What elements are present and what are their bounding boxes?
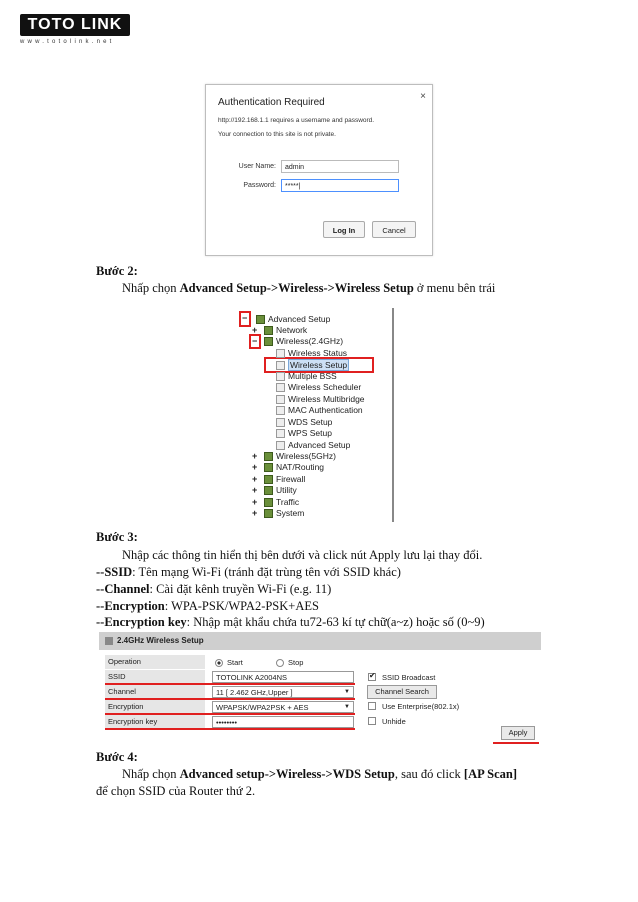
radio-selected-icon	[215, 659, 223, 667]
start-radio[interactable]	[215, 658, 243, 667]
ssid-desc: : Tên mạng Wi-Fi (tránh đặt trùng tên với SSID khác)	[132, 565, 401, 579]
ssid-term: --SSID	[96, 565, 133, 579]
enckey-input[interactable]: ••••••••	[212, 716, 354, 728]
auth-message-url: http://192.168.1.1 requires a username and password.	[218, 117, 375, 124]
tree-item-multiple-bss[interactable]	[276, 371, 337, 382]
operation-label: Operation	[105, 655, 205, 669]
tree-item-label: Wireless(2.4GHz)	[276, 336, 344, 346]
logo-brand: TOTO LINK	[20, 14, 130, 36]
auth-dialog	[205, 84, 433, 256]
step3-encryption-line	[96, 599, 319, 614]
tree-item-label: Utility	[276, 485, 297, 495]
encryption-term: --Encryption	[96, 599, 165, 613]
apply-button[interactable]: Apply	[501, 726, 535, 740]
panel-icon	[105, 637, 113, 645]
channel-term: --Channel	[96, 582, 150, 596]
page-icon	[276, 383, 285, 392]
lock-icon	[264, 475, 273, 484]
tree-item-label: Wireless Status	[288, 348, 348, 358]
page-icon	[276, 418, 285, 427]
step4-ap-scan: [AP Scan]	[463, 767, 518, 781]
ssid-broadcast-checkbox[interactable]: ✔	[369, 671, 376, 680]
use-enterprise-label: Use Enterprise(802.1x)	[382, 702, 460, 711]
folder-icon	[264, 498, 273, 507]
password-field[interactable]: *****|	[281, 179, 399, 192]
channel-desc: : Cài đặt kênh truyền Wi-Fi (e.g. 11)	[149, 582, 332, 596]
tree-item-label: Wireless(5GHz)	[276, 451, 336, 461]
nat-icon	[264, 463, 273, 472]
step2-title: Bước 2:	[96, 264, 138, 278]
step4-mid: , sau đó click	[394, 767, 464, 781]
enckey-label: Encryption key	[105, 715, 205, 729]
tree-item-label: NAT/Routing	[276, 462, 325, 472]
password-label: Password:	[243, 182, 276, 189]
tree-item-wps-setup[interactable]	[276, 428, 332, 439]
channel-label: Channel	[105, 685, 205, 699]
step3-channel-line	[96, 582, 331, 597]
tree-item-label: Network	[276, 325, 308, 335]
step3-ssid-line	[96, 565, 401, 580]
enckey-underline	[105, 728, 355, 730]
tree-item-advanced-setup[interactable]	[276, 440, 350, 451]
stop-radio[interactable]	[276, 658, 303, 667]
unhide-label: Unhide	[382, 717, 406, 726]
page-icon	[276, 441, 285, 450]
step3-enckey-line	[96, 615, 485, 630]
step4-title: Bước 4:	[96, 750, 138, 764]
wireless-icon	[264, 452, 273, 461]
start-label: Start	[227, 658, 243, 667]
step4-line2: để chọn SSID của Router thứ 2.	[96, 784, 256, 798]
auth-message-private: Your connection to this site is not private.	[218, 131, 336, 138]
page-icon	[276, 406, 285, 415]
network-icon	[264, 326, 273, 335]
unhide-checkbox[interactable]	[368, 717, 376, 725]
advanced-setup-tree	[238, 308, 396, 522]
tree-root[interactable]	[242, 314, 330, 325]
panel-title: 2.4GHz Wireless Setup	[117, 636, 204, 645]
tree-item-wireless-multibridge[interactable]	[276, 394, 365, 405]
tree-item-label: Firewall	[276, 474, 306, 484]
tree-item-mac-auth[interactable]	[276, 405, 363, 416]
encryption-label: Encryption	[105, 700, 205, 714]
tree-item-label: Wireless Setup	[290, 360, 348, 370]
folder-icon	[264, 509, 273, 518]
tree-item-label: Multiple BSS	[288, 371, 337, 381]
channel-search-button[interactable]: Channel Search	[367, 685, 437, 699]
page-icon	[276, 349, 285, 358]
chevron-down-icon: ▼	[344, 689, 350, 695]
logo-url: www.totolink.net	[20, 39, 115, 45]
tree-item-wireless-status[interactable]	[276, 348, 347, 359]
step4-prefix: Nhấp chọn	[122, 767, 180, 781]
folder-icon	[256, 315, 265, 324]
tree-item-wireless-setup[interactable]	[276, 360, 349, 371]
panel-header	[99, 632, 541, 650]
login-button[interactable]: Log In	[323, 221, 365, 238]
apply-underline	[493, 742, 539, 744]
encryption-desc: : WPA-PSK/WPA2-PSK+AES	[164, 599, 319, 613]
tree-item-wireless-24[interactable]: − Wireless(2.4GHz)	[252, 336, 344, 346]
channel-select[interactable]	[212, 686, 354, 698]
step4-path: Advanced setup->Wireless->WDS Setup	[179, 767, 395, 781]
wireless-setup-panel	[99, 632, 541, 744]
cancel-button[interactable]: Cancel	[372, 221, 416, 238]
tree-item-label: Advanced Setup	[288, 440, 351, 450]
chevron-down-icon: ▼	[344, 704, 350, 710]
enckey-term: --Encryption key	[96, 615, 187, 629]
page-icon	[276, 361, 285, 370]
auth-dialog-title: Authentication Required	[218, 97, 325, 108]
tree-item-firewall[interactable]: + Firewall	[252, 474, 306, 484]
step3-intro: Nhập các thông tin hiển thị bên dưới và click nút Apply lưu lại thay đổi.	[122, 548, 483, 562]
close-icon[interactable]: ×	[420, 91, 426, 102]
ssid-broadcast-label: SSID Broadcast	[382, 673, 436, 682]
step3-title: Bước 3:	[96, 530, 138, 544]
channel-value: 11 [ 2.462 GHz,Upper ]	[216, 688, 293, 697]
collapse-icon: −	[242, 313, 248, 323]
step2-prefix: Nhấp chọn	[122, 281, 180, 295]
page-icon	[276, 372, 285, 381]
step2-path: Advanced Setup->Wireless->Wireless Setup	[179, 281, 414, 295]
tree-item-label: WPS Setup	[288, 428, 332, 438]
tree-root-label: Advanced Setup	[268, 314, 331, 324]
tree-item-wds-setup[interactable]	[276, 417, 332, 428]
tree-item-label: Wireless Scheduler	[288, 382, 362, 392]
use-enterprise-checkbox[interactable]	[368, 702, 376, 710]
tree-divider	[392, 308, 394, 522]
username-label: User Name:	[238, 163, 276, 170]
stop-label: Stop	[288, 658, 304, 667]
tree-item-network[interactable]: + Network	[252, 325, 308, 335]
tree-item-wireless-5[interactable]: + Wireless(5GHz)	[252, 451, 336, 461]
page-icon	[276, 395, 285, 404]
totolink-logo	[20, 14, 132, 50]
encryption-value: WPAPSK/WPA2PSK + AES	[216, 703, 309, 712]
tree-item-label: System	[276, 508, 305, 518]
page-icon	[276, 429, 285, 438]
tree-item-label: Traffic	[276, 497, 300, 507]
tree-item-label: WDS Setup	[288, 417, 333, 427]
tree-item-wireless-scheduler[interactable]	[276, 382, 361, 393]
tree-item-nat-routing[interactable]: + NAT/Routing	[252, 462, 325, 472]
folder-icon	[264, 486, 273, 495]
step2-suffix: ở menu bên trái	[413, 281, 496, 295]
tree-item-label: Wireless Multibridge	[288, 394, 365, 404]
radio-icon	[276, 659, 284, 667]
encryption-select[interactable]	[212, 701, 354, 713]
tree-item-traffic[interactable]: + Traffic	[252, 497, 300, 507]
ssid-label: SSID	[105, 670, 205, 684]
ssid-input[interactable]: TOTOLINK A2004NS	[212, 671, 354, 683]
tree-item-system[interactable]: + System	[252, 508, 305, 518]
enckey-desc: : Nhập mật khẩu chứa tu72-63 kí tự chữ(a~z) hoặc số (0~9)	[186, 615, 485, 629]
wireless-icon	[264, 337, 273, 346]
tree-item-utility[interactable]: + Utility	[252, 485, 297, 495]
tree-item-label: MAC Authentication	[288, 405, 363, 415]
username-field[interactable]: admin	[281, 160, 399, 173]
step2-instruction	[122, 281, 495, 296]
step4-line1	[122, 767, 517, 782]
